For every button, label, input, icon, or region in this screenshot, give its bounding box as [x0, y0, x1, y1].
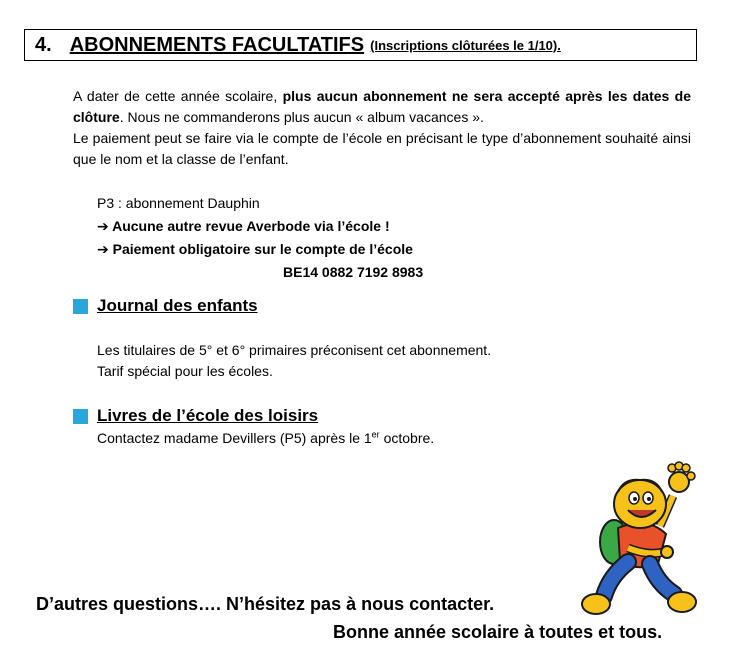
- livres-title: Livres de l’école des loisirs: [97, 406, 319, 425]
- intro-line-2: Le paiement peut se faire via le compte de l’école en précisant le type d’abonnement souhaité ainsi que le nom et la classe de l’enfant.: [73, 130, 691, 167]
- closing-line-2: Bonne année scolaire à toutes et tous.: [333, 622, 663, 642]
- square-bullet-icon: [73, 299, 88, 314]
- p3-notice-2-text: Paiement obligatoire sur le compte de l’école: [112, 241, 413, 257]
- p3-notice-1-text: Aucune autre revue Averbode via l’école !: [112, 218, 390, 234]
- intro-paragraph: [73, 86, 691, 170]
- p3-notice-2: [97, 238, 423, 261]
- p3-notice-1: [97, 215, 423, 238]
- running-child-icon: [578, 456, 702, 636]
- section-header: [24, 29, 697, 61]
- intro-line-1: [73, 86, 691, 128]
- journal-text-1: Les titulaires de 5° et 6° primaires préconisent cet abonnement.: [97, 342, 492, 358]
- journal-text-2: Tarif spécial pour les écoles.: [97, 363, 273, 379]
- livres-heading: [73, 406, 318, 426]
- section-number: 4.: [35, 33, 52, 56]
- livres-text-end: octobre.: [379, 430, 435, 446]
- p3-block: [97, 192, 423, 284]
- intro-text-start: A dater de cette année scolaire,: [73, 88, 283, 104]
- square-bullet-icon: [73, 409, 88, 424]
- arrow-icon: ➔: [97, 218, 109, 234]
- livres-text-line: [97, 428, 434, 449]
- journal-heading: [73, 296, 258, 316]
- livres-text-start: Contactez madame Devillers (P5) après le 1: [97, 430, 372, 446]
- closing-line-1: D’autres questions…. N’hésitez pas à nous contacter.: [36, 594, 495, 614]
- p3-label: P3 : abonnement Dauphin: [97, 195, 260, 211]
- intro-text-end: . Nous ne commanderons plus aucun « album vacances ».: [119, 109, 484, 125]
- journal-text: [97, 340, 491, 382]
- intro-text-bold: plus aucun abonnement ne sera accepté après les dates de clôture: [73, 88, 691, 125]
- arrow-icon: ➔: [97, 241, 109, 257]
- livres-text: [97, 428, 434, 449]
- livres-text-sup: er: [371, 429, 380, 440]
- section-note: (Inscriptions clôturées le 1/10).: [370, 37, 561, 53]
- iban-number: BE14 0882 7192 8983: [283, 264, 424, 280]
- journal-title: Journal des enfants: [97, 296, 258, 315]
- section-title: ABONNEMENTS FACULTATIFS: [69, 33, 365, 56]
